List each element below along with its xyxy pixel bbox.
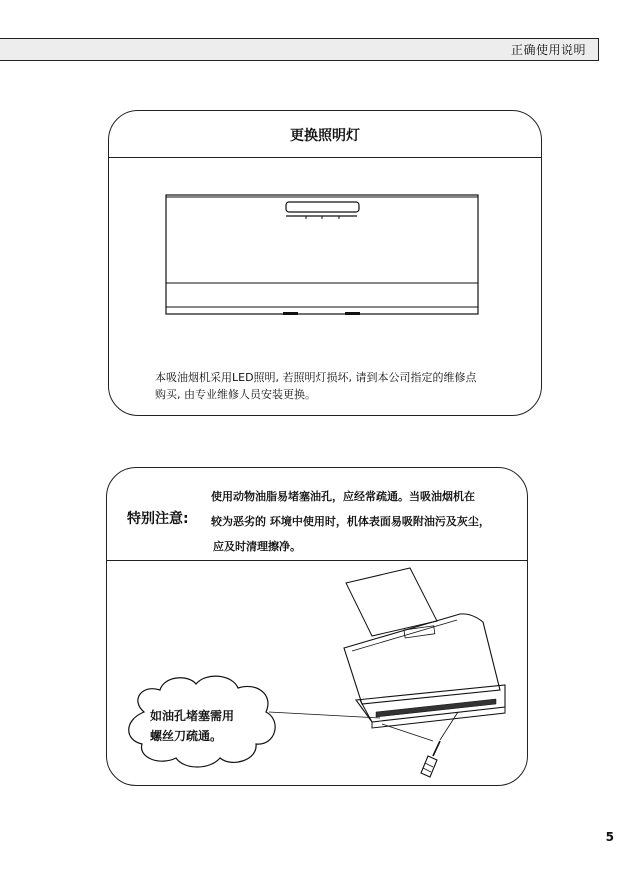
special-notice-label: 特别注意: [127,511,189,527]
panel-title: 更换照明灯 [290,128,360,144]
page-number: 5 [605,830,614,844]
notice-line-3: 应及时清理擦净。 [213,540,301,553]
description-line-2: 购买, 由专业维修人员安装更换。 [155,388,316,401]
callout-text [150,706,234,746]
manual-title: 正确使用说明 [510,43,586,57]
description-line-1: 本吸油烟机采用LED照明, 若照明灯损坏, 请到本公司指定的维修点 [155,371,477,384]
notice-line-2: 较为恶劣的 环境中使用时，机体表面易吸附油污及灰尘， [211,515,490,528]
callout-line-1: 如油孔堵塞需用 [150,709,235,723]
notice-line-1: 使用动物油脂易堵塞油孔，应经常疏通。当吸油烟机在 [211,490,475,503]
callout-line-2: 螺丝刀疏通。 [150,729,223,743]
